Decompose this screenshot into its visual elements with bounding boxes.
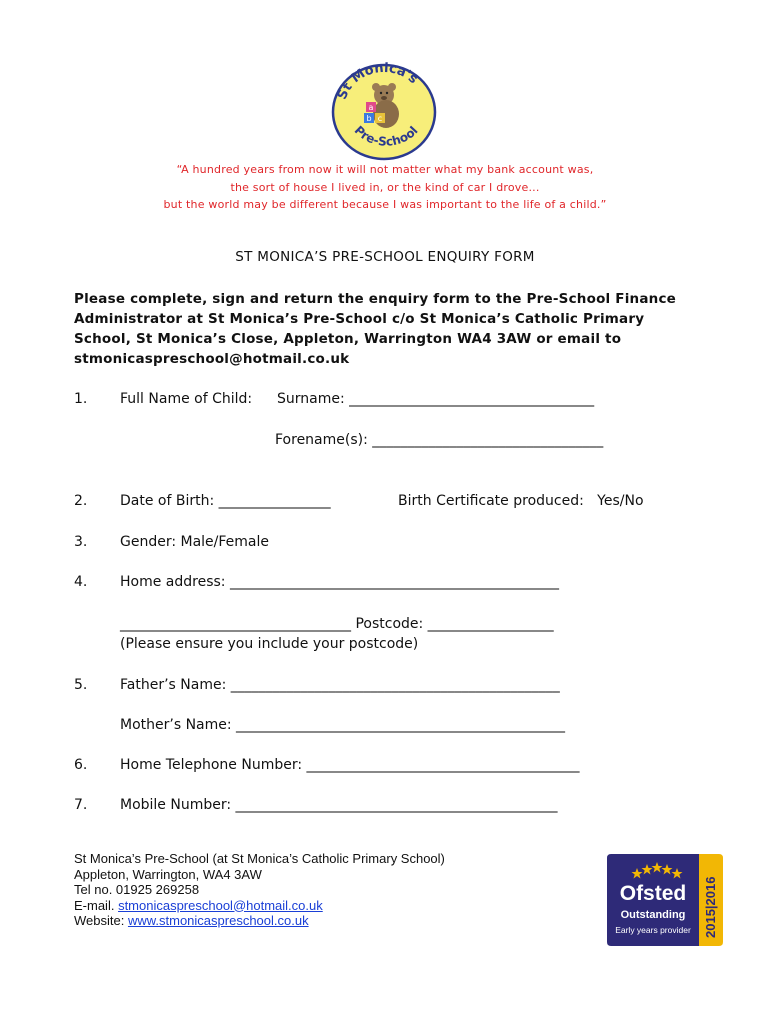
footer-line-1: St Monica’s Pre-School (at St Monica’s Catholic Primary School) xyxy=(74,851,445,866)
block-b: b xyxy=(366,114,372,123)
website-label: Website: xyxy=(74,913,128,928)
email-link[interactable]: stmonicaspreschool@hotmail.co.uk xyxy=(118,897,323,913)
surname-field[interactable]: Surname: ___________________________________ xyxy=(277,391,595,407)
ofsted-category: Early years provider xyxy=(615,925,691,935)
block-c: c xyxy=(377,114,383,123)
ofsted-outstanding-badge xyxy=(607,854,723,946)
quote-line-2: the sort of house I lived in, or the kind of car I drove... xyxy=(230,181,540,194)
footer-phone: Tel no. 01925 269258 xyxy=(74,882,200,897)
address-postcode-field[interactable]: _________________________________ Postcode: __________________ xyxy=(120,616,554,632)
forename-field[interactable]: Forename(s): _________________________________ xyxy=(275,432,604,448)
form-title: ST MONICA’S PRE-SCHOOL ENQUIRY FORM xyxy=(235,249,535,265)
footer-contact xyxy=(74,851,445,929)
logo-bottom-text: Pre-School xyxy=(351,123,421,149)
footer-line-2: Appleton, Warrington, WA4 3AW xyxy=(74,866,262,882)
gender-field[interactable]: Gender: Male/Female xyxy=(120,534,270,550)
website-link[interactable]: www.stmonicaspreschool.co.uk xyxy=(127,913,309,928)
q4-number: 4. xyxy=(74,574,88,590)
quote-line-3: but the world may be different because I was important to the life of a child.” xyxy=(163,198,607,211)
ofsted-rating: Outstanding xyxy=(620,909,686,921)
mothers-name-field[interactable]: Mother’s Name: _______________________________________________ xyxy=(120,717,566,733)
q3-number: 3. xyxy=(74,534,88,550)
home-telephone-field[interactable]: Home Telephone Number: _______________________________________ xyxy=(120,757,580,773)
footer-email-row xyxy=(74,898,445,914)
q7-number: 7. xyxy=(74,797,88,813)
fathers-name-field[interactable]: Father’s Name: _______________________________________________ xyxy=(120,677,560,693)
ofsted-years: 2015|2016 xyxy=(703,876,718,938)
intro-line-3: School, St Monica’s Close, Appleton, Warrington WA4 3AW or email to xyxy=(74,331,622,347)
intro-line-1: Please complete, sign and return the enquiry form to the Pre-School Finance xyxy=(74,291,677,307)
home-address-field[interactable]: Home address: _______________________________________________ xyxy=(120,574,559,590)
q6-number: 6. xyxy=(74,757,88,773)
intro-paragraph xyxy=(74,289,714,369)
intro-line-4: stmonicaspreschool@hotmail.co.uk xyxy=(74,351,350,367)
q2-number: 2. xyxy=(74,493,88,509)
block-a: a xyxy=(368,103,374,112)
footer-website-row xyxy=(74,913,445,929)
st-monicas-logo xyxy=(330,62,438,162)
logo-top-text: St Monica's xyxy=(334,62,421,102)
q1-label: Full Name of Child: xyxy=(120,391,253,407)
q1-number: 1. xyxy=(74,391,88,407)
postcode-note: (Please ensure you include your postcode) xyxy=(120,636,419,652)
intro-line-2: Administrator at St Monica’s Pre-School c/o St Monica’s Catholic Primary xyxy=(74,311,645,327)
mobile-number-field[interactable]: Mobile Number: ______________________________________________ xyxy=(120,797,558,813)
ofsted-name: Ofsted xyxy=(619,882,687,905)
birth-certificate-field[interactable]: Birth Certificate produced: Yes/No xyxy=(398,493,644,509)
email-label: E-mail. xyxy=(74,897,119,913)
quote-line-1: “A hundred years from now it will not matter what my bank account was, xyxy=(176,163,594,176)
q5-number: 5. xyxy=(74,677,88,693)
date-of-birth-field[interactable]: Date of Birth: ________________ xyxy=(120,493,331,509)
